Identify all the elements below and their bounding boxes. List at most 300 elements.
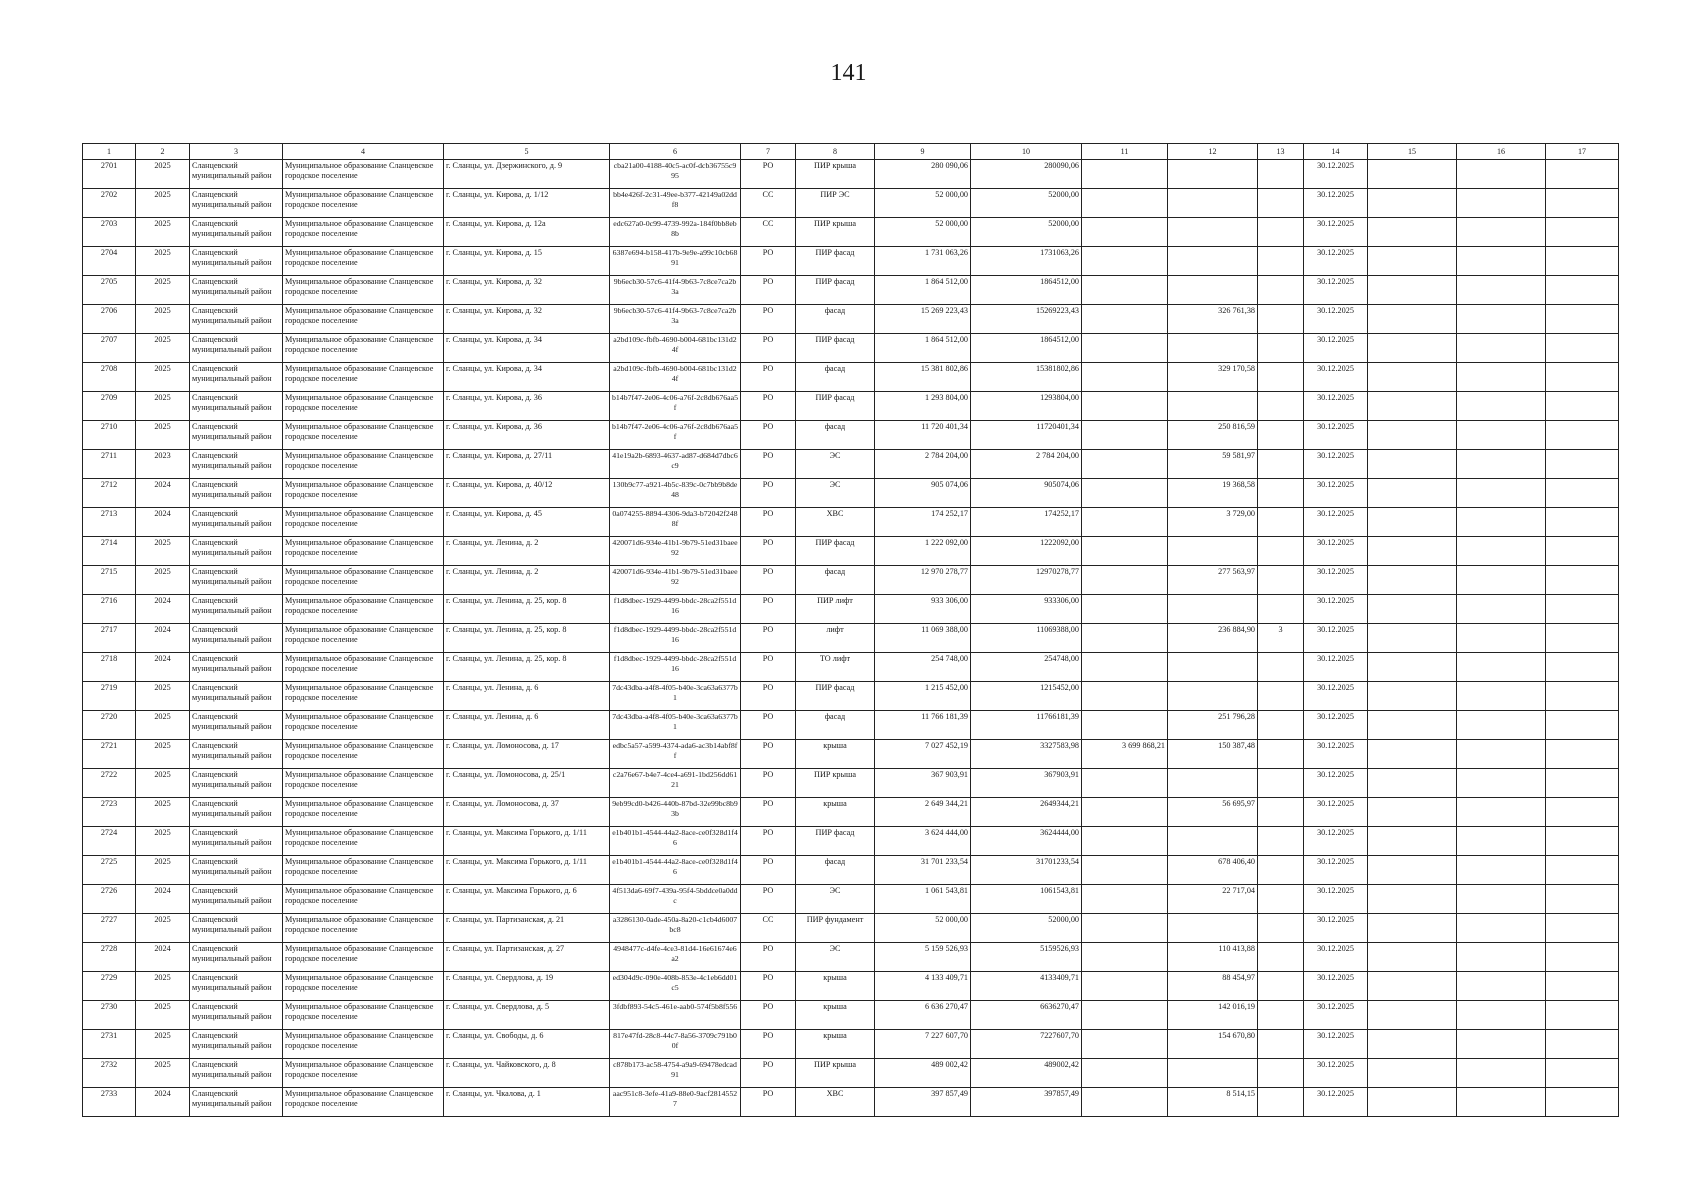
cell-col13 (1258, 1059, 1304, 1088)
cell-col17 (1546, 740, 1619, 769)
cell-col9: 174 252,17 (875, 508, 971, 537)
cell-address: г. Сланцы, ул. Максима Горького, д. 1/11 (444, 827, 610, 856)
cell-col13 (1258, 566, 1304, 595)
column-header-4: 4 (283, 144, 444, 160)
cell-district: Сланцевский муниципальный район (190, 1088, 283, 1117)
cell-row-number: 2716 (83, 595, 136, 624)
cell-col15 (1368, 682, 1457, 711)
cell-work-type: ПИР фасад (796, 247, 875, 276)
cell-col15 (1368, 1001, 1457, 1030)
cell-col9: 254 748,00 (875, 653, 971, 682)
cell-municipality: Муниципальное образование Сланцевское городское поселение (283, 189, 444, 218)
cell-date: 30.12.2025 (1304, 537, 1368, 566)
cell-col11 (1082, 914, 1168, 943)
cell-municipality: Муниципальное образование Сланцевское городское поселение (283, 856, 444, 885)
cell-col16 (1457, 595, 1546, 624)
cell-row-number: 2718 (83, 653, 136, 682)
cell-date: 30.12.2025 (1304, 972, 1368, 1001)
cell-col10: 2 784 204,00 (971, 450, 1082, 479)
cell-fund-type: РО (741, 537, 796, 566)
cell-work-type: ПИР фасад (796, 392, 875, 421)
cell-col13 (1258, 305, 1304, 334)
cell-col10: 4133409,71 (971, 972, 1082, 1001)
cell-row-number: 2720 (83, 711, 136, 740)
table-row (83, 479, 1619, 508)
cell-col16 (1457, 1088, 1546, 1117)
cell-year: 2025 (136, 682, 190, 711)
cell-col11 (1082, 160, 1168, 189)
cell-fund-type: РО (741, 972, 796, 1001)
cell-col17 (1546, 972, 1619, 1001)
cell-house-guid: 4f513da6-69f7-439a-95f4-5bddce0a0ddc (610, 885, 741, 914)
cell-date: 30.12.2025 (1304, 653, 1368, 682)
cell-municipality: Муниципальное образование Сланцевское городское поселение (283, 1059, 444, 1088)
table-row (83, 1030, 1619, 1059)
cell-date: 30.12.2025 (1304, 1001, 1368, 1030)
cell-col17 (1546, 1030, 1619, 1059)
cell-row-number: 2723 (83, 798, 136, 827)
cell-year: 2024 (136, 943, 190, 972)
cell-col10: 489002,42 (971, 1059, 1082, 1088)
cell-col10: 11766181,39 (971, 711, 1082, 740)
cell-year: 2025 (136, 276, 190, 305)
cell-col17 (1546, 827, 1619, 856)
table-row (83, 885, 1619, 914)
cell-col11 (1082, 595, 1168, 624)
cell-date: 30.12.2025 (1304, 595, 1368, 624)
cell-date: 30.12.2025 (1304, 798, 1368, 827)
cell-work-type: фасад (796, 305, 875, 334)
cell-work-type: ПИР фасад (796, 276, 875, 305)
cell-col17 (1546, 537, 1619, 566)
cell-col15 (1368, 914, 1457, 943)
cell-year: 2025 (136, 1059, 190, 1088)
table-row (83, 624, 1619, 653)
cell-col9: 397 857,49 (875, 1088, 971, 1117)
cell-col11 (1082, 508, 1168, 537)
cell-col17 (1546, 914, 1619, 943)
cell-col13: 3 (1258, 624, 1304, 653)
cell-municipality: Муниципальное образование Сланцевское городское поселение (283, 247, 444, 276)
cell-year: 2025 (136, 392, 190, 421)
cell-col9: 6 636 270,47 (875, 1001, 971, 1030)
cell-house-guid: 7dc43dba-a4f8-4f05-b40e-3ca63a6377b1 (610, 682, 741, 711)
cell-house-guid: 6387e694-b158-417b-9e9e-a99c10cb6891 (610, 247, 741, 276)
table-row (83, 914, 1619, 943)
cell-col13 (1258, 247, 1304, 276)
cell-col12 (1168, 218, 1258, 247)
cell-district: Сланцевский муниципальный район (190, 160, 283, 189)
cell-year: 2024 (136, 624, 190, 653)
cell-col16 (1457, 189, 1546, 218)
cell-col9: 11 069 388,00 (875, 624, 971, 653)
cell-municipality: Муниципальное образование Сланцевское городское поселение (283, 885, 444, 914)
cell-col15 (1368, 305, 1457, 334)
cell-address: г. Сланцы, ул. Ленина, д. 2 (444, 566, 610, 595)
cell-col13 (1258, 508, 1304, 537)
cell-col10: 11069388,00 (971, 624, 1082, 653)
table-row (83, 595, 1619, 624)
cell-col10: 52000,00 (971, 189, 1082, 218)
cell-col11: 3 699 868,21 (1082, 740, 1168, 769)
cell-house-guid: e1b401b1-4544-44a2-8ace-ce0f328d1f46 (610, 856, 741, 885)
table-row (83, 1088, 1619, 1117)
cell-house-guid: e1b401b1-4544-44a2-8ace-ce0f328d1f46 (610, 827, 741, 856)
cell-year: 2025 (136, 1001, 190, 1030)
cell-house-guid: 4948477c-d4fe-4ce3-81d4-16e61674e6a2 (610, 943, 741, 972)
cell-work-type: фасад (796, 421, 875, 450)
column-header-17: 17 (1546, 144, 1619, 160)
cell-col13 (1258, 479, 1304, 508)
cell-district: Сланцевский муниципальный район (190, 189, 283, 218)
cell-col15 (1368, 276, 1457, 305)
cell-municipality: Муниципальное образование Сланцевское городское поселение (283, 305, 444, 334)
table-row (83, 363, 1619, 392)
cell-house-guid: b14b7f47-2e06-4c06-a76f-2c8db676aa5f (610, 421, 741, 450)
cell-col16 (1457, 160, 1546, 189)
cell-col16 (1457, 711, 1546, 740)
cell-municipality: Муниципальное образование Сланцевское городское поселение (283, 1088, 444, 1117)
cell-house-guid: a2bd109c-fbfb-4690-b004-681bc131d24f (610, 334, 741, 363)
cell-col16 (1457, 334, 1546, 363)
cell-col15 (1368, 450, 1457, 479)
cell-row-number: 2702 (83, 189, 136, 218)
cell-address: г. Сланцы, ул. Свердлова, д. 5 (444, 1001, 610, 1030)
cell-col9: 52 000,00 (875, 914, 971, 943)
cell-col17 (1546, 566, 1619, 595)
cell-col10: 367903,91 (971, 769, 1082, 798)
table-row (83, 682, 1619, 711)
table-row (83, 189, 1619, 218)
cell-col17 (1546, 305, 1619, 334)
cell-col11 (1082, 653, 1168, 682)
cell-col13 (1258, 914, 1304, 943)
cell-col12 (1168, 392, 1258, 421)
table-row (83, 305, 1619, 334)
cell-col15 (1368, 421, 1457, 450)
cell-date: 30.12.2025 (1304, 624, 1368, 653)
cell-date: 30.12.2025 (1304, 479, 1368, 508)
cell-col17 (1546, 479, 1619, 508)
cell-col11 (1082, 624, 1168, 653)
cell-col17 (1546, 653, 1619, 682)
cell-col13 (1258, 218, 1304, 247)
cell-address: г. Сланцы, ул. Партизанская, д. 27 (444, 943, 610, 972)
cell-col11 (1082, 392, 1168, 421)
cell-col9: 1 293 804,00 (875, 392, 971, 421)
cell-col10: 174252,17 (971, 508, 1082, 537)
cell-year: 2025 (136, 566, 190, 595)
cell-work-type: ЭС (796, 885, 875, 914)
cell-year: 2025 (136, 189, 190, 218)
cell-district: Сланцевский муниципальный район (190, 624, 283, 653)
cell-date: 30.12.2025 (1304, 218, 1368, 247)
cell-district: Сланцевский муниципальный район (190, 595, 283, 624)
cell-col10: 12970278,77 (971, 566, 1082, 595)
cell-col10: 31701233,54 (971, 856, 1082, 885)
column-header-3: 3 (190, 144, 283, 160)
cell-fund-type: РО (741, 247, 796, 276)
cell-col12: 88 454,97 (1168, 972, 1258, 1001)
cell-date: 30.12.2025 (1304, 769, 1368, 798)
cell-col17 (1546, 1088, 1619, 1117)
cell-col16 (1457, 479, 1546, 508)
cell-col12 (1168, 595, 1258, 624)
table-row (83, 1001, 1619, 1030)
cell-col16 (1457, 566, 1546, 595)
cell-col17 (1546, 508, 1619, 537)
cell-col9: 489 002,42 (875, 1059, 971, 1088)
cell-row-number: 2727 (83, 914, 136, 943)
cell-fund-type: РО (741, 334, 796, 363)
cell-col11 (1082, 421, 1168, 450)
cell-col9: 1 864 512,00 (875, 334, 971, 363)
cell-fund-type: РО (741, 508, 796, 537)
table-row (83, 334, 1619, 363)
cell-municipality: Муниципальное образование Сланцевское городское поселение (283, 421, 444, 450)
cell-col17 (1546, 363, 1619, 392)
cell-col16 (1457, 885, 1546, 914)
cell-col11 (1082, 305, 1168, 334)
cell-col15 (1368, 537, 1457, 566)
cell-col16 (1457, 247, 1546, 276)
cell-district: Сланцевский муниципальный район (190, 972, 283, 1001)
cell-col12: 56 695,97 (1168, 798, 1258, 827)
cell-col13 (1258, 769, 1304, 798)
cell-house-guid: c2a76e67-b4e7-4ce4-a691-1bd256dd6121 (610, 769, 741, 798)
cell-year: 2025 (136, 798, 190, 827)
cell-address: г. Сланцы, ул. Кирова, д. 15 (444, 247, 610, 276)
cell-date: 30.12.2025 (1304, 711, 1368, 740)
cell-address: г. Сланцы, ул. Ломоносова, д. 37 (444, 798, 610, 827)
cell-year: 2025 (136, 218, 190, 247)
cell-address: г. Сланцы, ул. Ленина, д. 6 (444, 682, 610, 711)
cell-district: Сланцевский муниципальный район (190, 1059, 283, 1088)
cell-date: 30.12.2025 (1304, 392, 1368, 421)
cell-col16 (1457, 276, 1546, 305)
cell-row-number: 2732 (83, 1059, 136, 1088)
cell-col13 (1258, 334, 1304, 363)
cell-col17 (1546, 189, 1619, 218)
cell-col16 (1457, 218, 1546, 247)
table-row (83, 566, 1619, 595)
cell-col11 (1082, 566, 1168, 595)
cell-district: Сланцевский муниципальный район (190, 943, 283, 972)
cell-col16 (1457, 827, 1546, 856)
cell-district: Сланцевский муниципальный район (190, 363, 283, 392)
cell-municipality: Муниципальное образование Сланцевское городское поселение (283, 160, 444, 189)
cell-col15 (1368, 885, 1457, 914)
cell-col12 (1168, 653, 1258, 682)
cell-row-number: 2707 (83, 334, 136, 363)
cell-col9: 11 720 401,34 (875, 421, 971, 450)
cell-fund-type: РО (741, 450, 796, 479)
cell-col17 (1546, 276, 1619, 305)
cell-municipality: Муниципальное образование Сланцевское городское поселение (283, 624, 444, 653)
cell-col15 (1368, 1030, 1457, 1059)
cell-fund-type: РО (741, 1030, 796, 1059)
cell-district: Сланцевский муниципальный район (190, 885, 283, 914)
cell-col9: 31 701 233,54 (875, 856, 971, 885)
cell-col11 (1082, 769, 1168, 798)
cell-district: Сланцевский муниципальный район (190, 1030, 283, 1059)
cell-year: 2025 (136, 914, 190, 943)
table-body (83, 160, 1619, 1117)
cell-col15 (1368, 218, 1457, 247)
cell-fund-type: РО (741, 1001, 796, 1030)
cell-col9: 1 061 543,81 (875, 885, 971, 914)
column-header-16: 16 (1457, 144, 1546, 160)
table-row (83, 827, 1619, 856)
cell-row-number: 2733 (83, 1088, 136, 1117)
cell-col17 (1546, 392, 1619, 421)
cell-date: 30.12.2025 (1304, 247, 1368, 276)
cell-col13 (1258, 595, 1304, 624)
cell-col9: 3 624 444,00 (875, 827, 971, 856)
cell-work-type: ПИР крыша (796, 769, 875, 798)
cell-col17 (1546, 943, 1619, 972)
cell-address: г. Сланцы, ул. Ленина, д. 6 (444, 711, 610, 740)
cell-col11 (1082, 856, 1168, 885)
cell-col15 (1368, 508, 1457, 537)
cell-col13 (1258, 682, 1304, 711)
cell-col13 (1258, 276, 1304, 305)
cell-house-guid: f1d8dbec-1929-4499-bbdc-28ca2f551d16 (610, 653, 741, 682)
cell-municipality: Муниципальное образование Сланцевское городское поселение (283, 914, 444, 943)
cell-row-number: 2721 (83, 740, 136, 769)
cell-date: 30.12.2025 (1304, 914, 1368, 943)
cell-col12: 329 170,58 (1168, 363, 1258, 392)
cell-col9: 933 306,00 (875, 595, 971, 624)
cell-fund-type: РО (741, 595, 796, 624)
cell-district: Сланцевский муниципальный район (190, 566, 283, 595)
cell-address: г. Сланцы, ул. Чайковского, д. 8 (444, 1059, 610, 1088)
cell-col13 (1258, 1088, 1304, 1117)
cell-col13 (1258, 653, 1304, 682)
cell-fund-type: РО (741, 827, 796, 856)
cell-fund-type: РО (741, 624, 796, 653)
cell-date: 30.12.2025 (1304, 856, 1368, 885)
table-row (83, 537, 1619, 566)
cell-col12: 22 717,04 (1168, 885, 1258, 914)
cell-district: Сланцевский муниципальный район (190, 740, 283, 769)
cell-work-type: ПИР фасад (796, 827, 875, 856)
cell-row-number: 2730 (83, 1001, 136, 1030)
cell-work-type: ПИР фундамент (796, 914, 875, 943)
cell-col11 (1082, 276, 1168, 305)
cell-address: г. Сланцы, ул. Кирова, д. 36 (444, 421, 610, 450)
cell-col16 (1457, 856, 1546, 885)
cell-house-guid: f1d8dbec-1929-4499-bbdc-28ca2f551d16 (610, 595, 741, 624)
cell-house-guid: 41e19a2b-6893-4637-ad87-d684d7dbc6c9 (610, 450, 741, 479)
cell-row-number: 2717 (83, 624, 136, 653)
cell-fund-type: РО (741, 421, 796, 450)
cell-work-type: фасад (796, 363, 875, 392)
cell-date: 30.12.2025 (1304, 682, 1368, 711)
cell-address: г. Сланцы, ул. Партизанская, д. 21 (444, 914, 610, 943)
column-header-5: 5 (444, 144, 610, 160)
cell-work-type: крыша (796, 1030, 875, 1059)
cell-col11 (1082, 1030, 1168, 1059)
cell-col13 (1258, 537, 1304, 566)
column-header-14: 14 (1304, 144, 1368, 160)
cell-year: 2024 (136, 1088, 190, 1117)
cell-house-guid: aac951c8-3efe-41a9-88e0-9acf28145527 (610, 1088, 741, 1117)
cell-col10: 1864512,00 (971, 276, 1082, 305)
cell-date: 30.12.2025 (1304, 508, 1368, 537)
cell-municipality: Муниципальное образование Сланцевское городское поселение (283, 769, 444, 798)
cell-fund-type: РО (741, 769, 796, 798)
cell-fund-type: РО (741, 682, 796, 711)
cell-col10: 7227607,70 (971, 1030, 1082, 1059)
column-header-2: 2 (136, 144, 190, 160)
cell-col16 (1457, 972, 1546, 1001)
cell-work-type: ПИР фасад (796, 334, 875, 363)
cell-col9: 1 864 512,00 (875, 276, 971, 305)
cell-fund-type: РО (741, 566, 796, 595)
cell-year: 2025 (136, 972, 190, 1001)
cell-year: 2023 (136, 450, 190, 479)
cell-col17 (1546, 682, 1619, 711)
table-row (83, 450, 1619, 479)
cell-row-number: 2701 (83, 160, 136, 189)
cell-col11 (1082, 450, 1168, 479)
cell-col10: 2649344,21 (971, 798, 1082, 827)
cell-district: Сланцевский муниципальный район (190, 827, 283, 856)
cell-row-number: 2708 (83, 363, 136, 392)
cell-fund-type: РО (741, 392, 796, 421)
cell-col12 (1168, 682, 1258, 711)
cell-col9: 367 903,91 (875, 769, 971, 798)
cell-col10: 254748,00 (971, 653, 1082, 682)
cell-work-type: ПИР лифт (796, 595, 875, 624)
cell-municipality: Муниципальное образование Сланцевское городское поселение (283, 537, 444, 566)
cell-col10: 1864512,00 (971, 334, 1082, 363)
table-row (83, 856, 1619, 885)
cell-municipality: Муниципальное образование Сланцевское городское поселение (283, 450, 444, 479)
cell-address: г. Сланцы, ул. Ленина, д. 25, кор. 8 (444, 653, 610, 682)
cell-municipality: Муниципальное образование Сланцевское городское поселение (283, 740, 444, 769)
cell-row-number: 2719 (83, 682, 136, 711)
cell-col13 (1258, 189, 1304, 218)
cell-col11 (1082, 972, 1168, 1001)
cell-district: Сланцевский муниципальный район (190, 1001, 283, 1030)
cell-col12 (1168, 160, 1258, 189)
cell-municipality: Муниципальное образование Сланцевское городское поселение (283, 392, 444, 421)
cell-col9: 12 970 278,77 (875, 566, 971, 595)
cell-col9: 1 731 063,26 (875, 247, 971, 276)
cell-col16 (1457, 1030, 1546, 1059)
cell-district: Сланцевский муниципальный район (190, 653, 283, 682)
cell-district: Сланцевский муниципальный район (190, 479, 283, 508)
cell-col13 (1258, 798, 1304, 827)
cell-col15 (1368, 711, 1457, 740)
cell-col10: 5159526,93 (971, 943, 1082, 972)
cell-fund-type: СС (741, 189, 796, 218)
table-row (83, 247, 1619, 276)
cell-municipality: Муниципальное образование Сланцевское городское поселение (283, 1001, 444, 1030)
cell-municipality: Муниципальное образование Сланцевское городское поселение (283, 943, 444, 972)
cell-row-number: 2711 (83, 450, 136, 479)
cell-col10: 905074,06 (971, 479, 1082, 508)
cell-col17 (1546, 450, 1619, 479)
cell-col11 (1082, 218, 1168, 247)
cell-date: 30.12.2025 (1304, 363, 1368, 392)
cell-work-type: лифт (796, 624, 875, 653)
cell-year: 2024 (136, 508, 190, 537)
header-row (83, 144, 1619, 160)
cell-house-guid: edbc5a57-a599-4374-ada6-ac3b14abf8ff (610, 740, 741, 769)
